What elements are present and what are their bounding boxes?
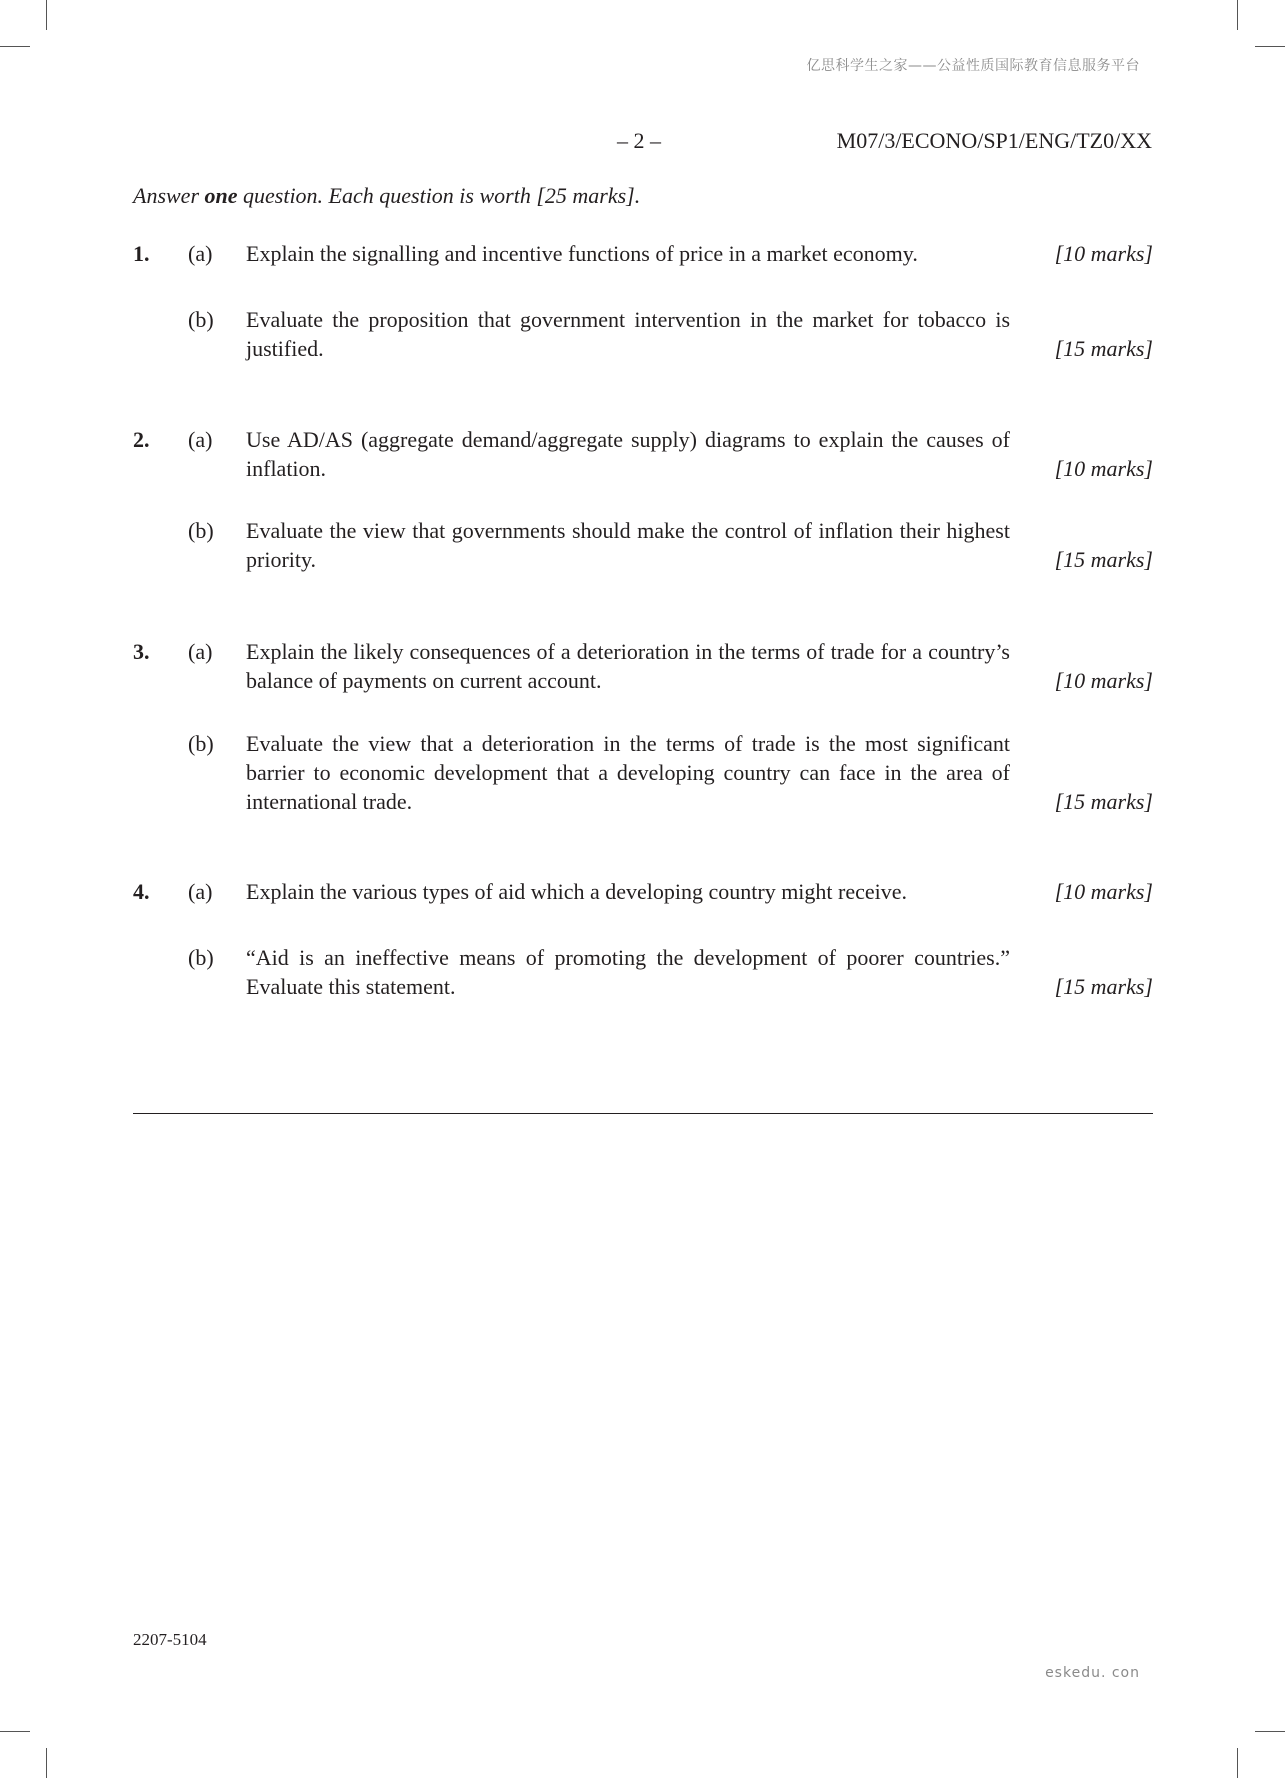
question-text: Explain the signalling and incentive functions of price in a market economy. — [246, 241, 918, 266]
marks-label: [15 marks] — [1054, 974, 1153, 999]
crop-mark — [1255, 1731, 1285, 1732]
question-4-part-b — [133, 943, 1153, 1001]
marks-label: [10 marks] — [1054, 879, 1153, 904]
question-number: 3. — [133, 639, 150, 664]
question-number: 4. — [133, 879, 150, 904]
question-3-part-b — [133, 729, 1153, 816]
marks-label: [10 marks] — [1054, 456, 1153, 481]
crop-mark — [0, 46, 30, 47]
crop-mark — [1237, 0, 1238, 30]
part-label: (a) — [188, 241, 213, 266]
marks-label: [15 marks] — [1054, 789, 1153, 814]
question-text: “Aid is an ineffective means of promoting the development of poorer countries.” Evaluate this statement. — [246, 945, 1010, 999]
end-rule — [133, 1113, 1153, 1114]
marks-label: [15 marks] — [1054, 547, 1153, 572]
question-2-part-b — [133, 516, 1153, 574]
question-text: Evaluate the proposition that government intervention in the market for tobacco is justified. — [246, 307, 1010, 361]
question-number: 1. — [133, 241, 150, 266]
crop-mark — [1255, 46, 1285, 47]
question-text: Explain the various types of aid which a developing country might receive. — [246, 879, 908, 904]
question-text: Use AD/AS (aggregate demand/aggregate supply) diagrams to explain the causes of inflation. — [246, 427, 1010, 481]
marks-label: [15 marks] — [1054, 336, 1153, 361]
page-number: – 2 – — [617, 128, 661, 153]
marks-label: [10 marks] — [1054, 241, 1153, 266]
question-4-part-a — [133, 877, 1153, 906]
exam-instructions — [133, 183, 640, 209]
crop-mark — [1237, 1748, 1238, 1778]
crop-mark — [0, 1731, 30, 1732]
footer-code: 2207-5104 — [133, 1630, 207, 1649]
instructions-prefix: Answer — [133, 183, 205, 208]
question-3-part-a — [133, 637, 1153, 695]
part-label: (b) — [188, 518, 214, 543]
header-watermark: 亿思科学生之家——公益性质国际教育信息服务平台 — [806, 58, 1140, 74]
part-label: (a) — [188, 879, 213, 904]
part-label: (b) — [188, 731, 214, 756]
part-label: (a) — [188, 639, 213, 664]
part-label: (b) — [188, 307, 214, 332]
marks-label: [10 marks] — [1054, 668, 1153, 693]
paper-code: M07/3/ECONO/SP1/ENG/TZ0/XX — [836, 128, 1152, 153]
instructions-suffix: question. Each question is worth [25 marks]. — [237, 183, 641, 208]
footer-watermark: eskedu. con — [1045, 1665, 1140, 1681]
question-2-part-a — [133, 425, 1153, 483]
crop-mark — [46, 0, 47, 30]
question-text: Explain the likely consequences of a deterioration in the terms of trade for a country’s balance of payments on current account. — [246, 639, 1010, 693]
question-1-part-a — [133, 239, 1153, 268]
question-text: Evaluate the view that a deterioration in the terms of trade is the most significant barrier to economic development that a developing country can face in the area of international trade. — [246, 731, 1010, 814]
question-text: Evaluate the view that governments should make the control of inflation their highest priority. — [246, 518, 1010, 572]
question-1-part-b — [133, 305, 1153, 363]
question-number: 2. — [133, 427, 150, 452]
part-label: (b) — [188, 945, 214, 970]
instructions-emphasis: one — [204, 183, 238, 208]
part-label: (a) — [188, 427, 213, 452]
crop-mark — [46, 1748, 47, 1778]
